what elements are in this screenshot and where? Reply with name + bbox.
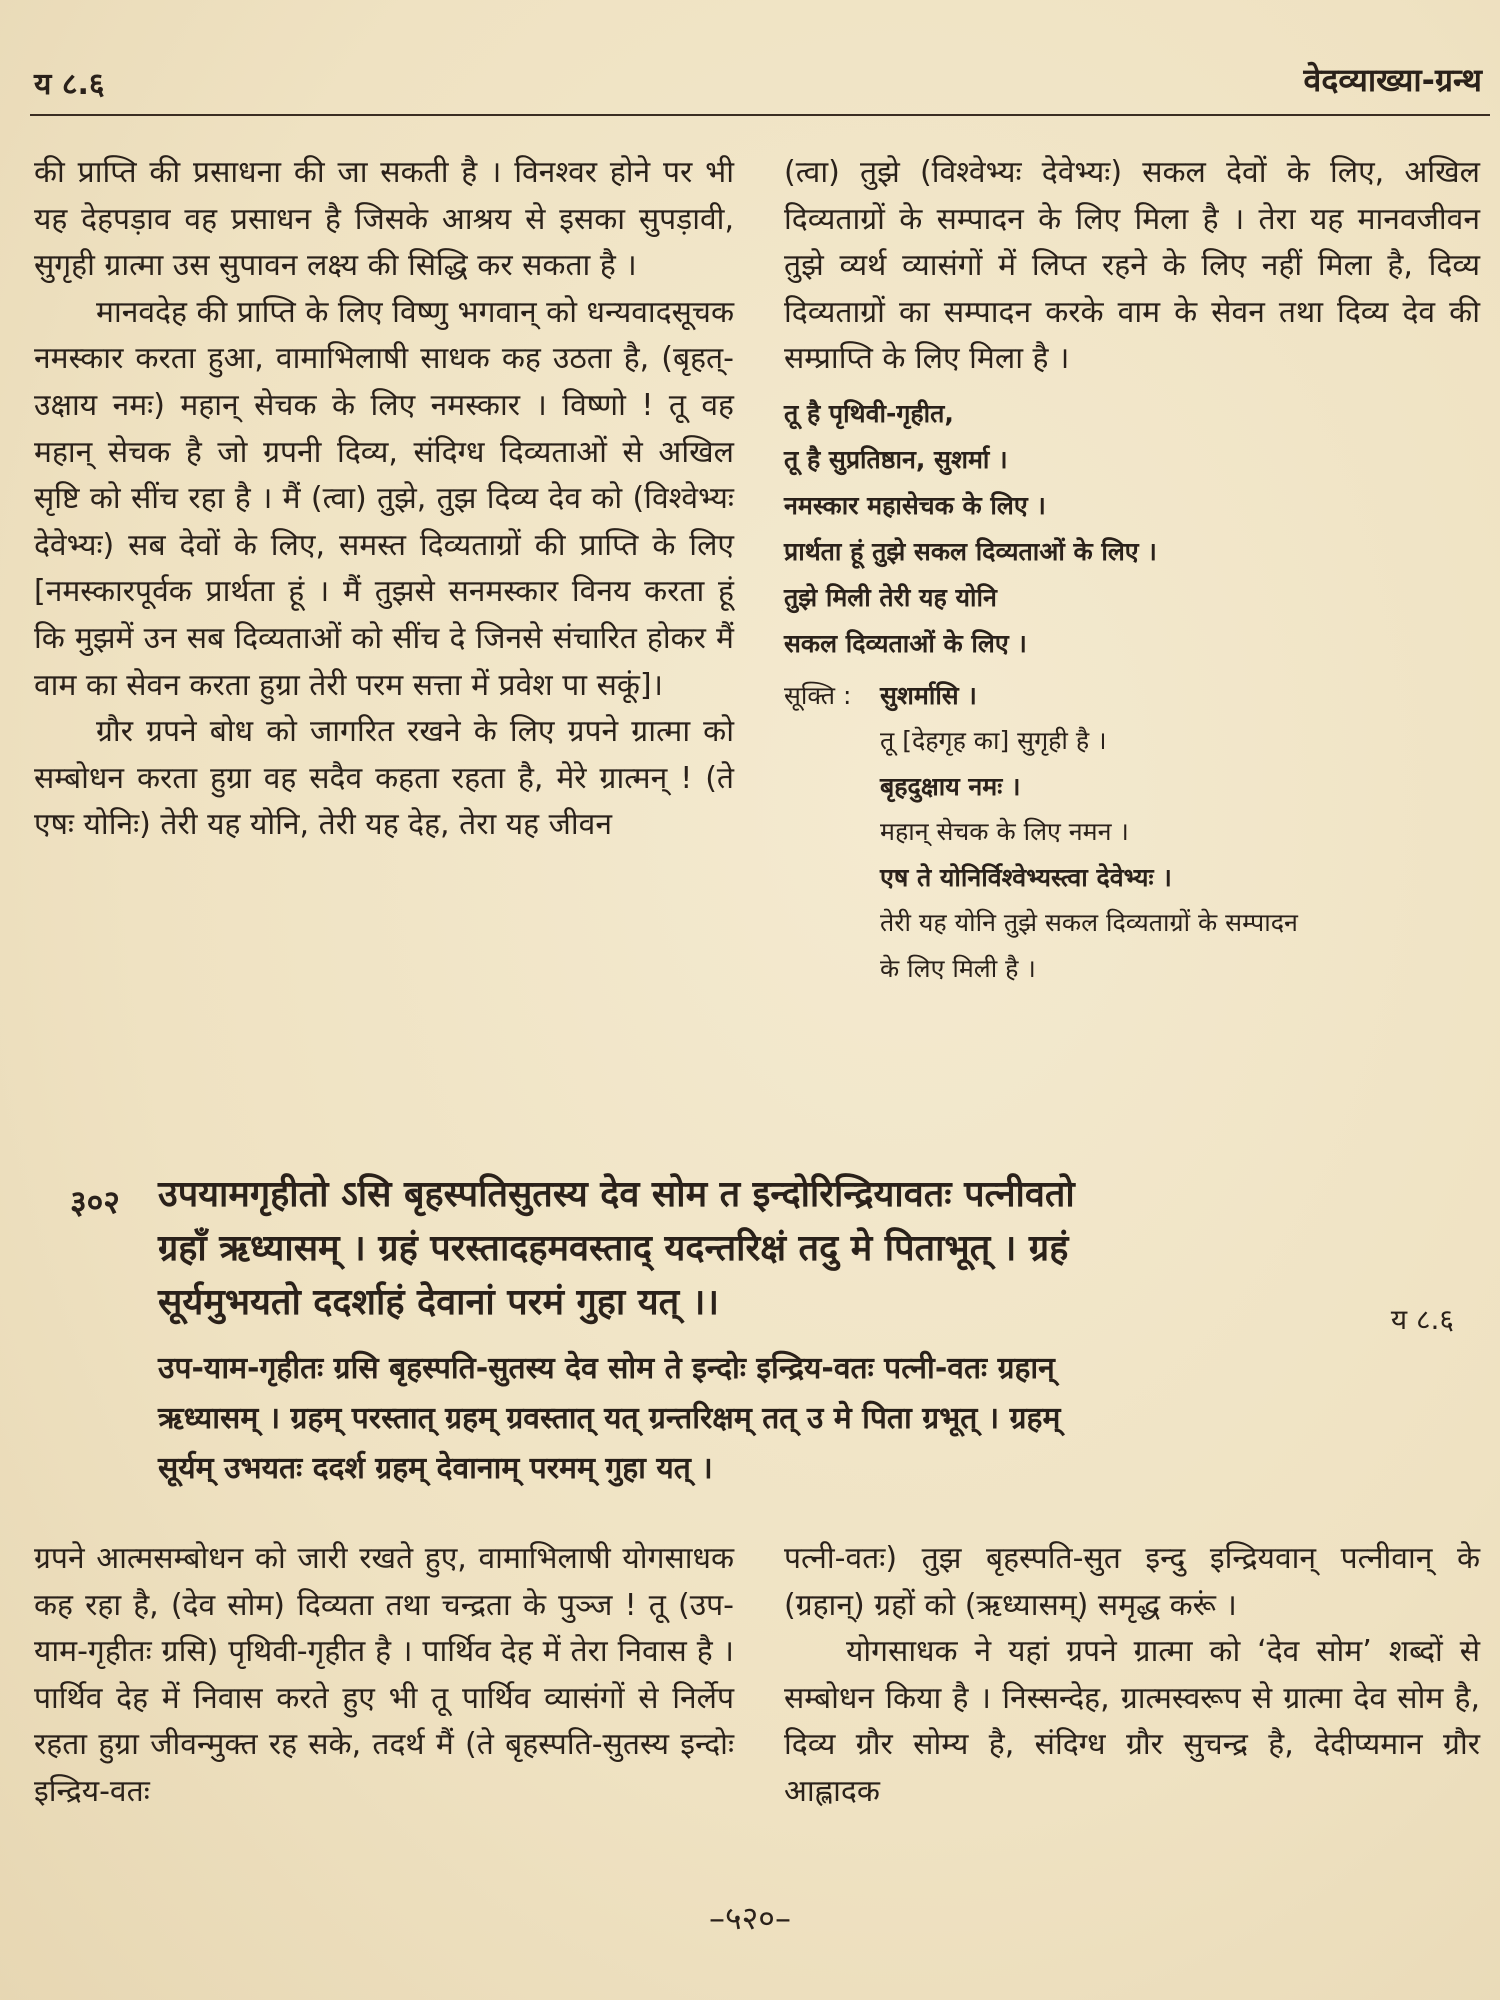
sukti-line: तेरी यह योनि तुझे सकल दिव्यताग्रों के सम्पादन: [880, 908, 1298, 938]
verse-block: [784, 391, 1480, 667]
paragraph: ग्रौर ग्रपने बोध को जागरित रखने के लिए ग्रपने ग्रात्मा को सम्बोधन करता हुग्रा वह सदैव कहता रहता है, मेरे ग्रात्मन् ! (ते एषः योनिः) तेरी यह योनि, तेरी यह देह, तेरा यह जीवन: [34, 714, 734, 843]
padapatha-text: [158, 1344, 1458, 1494]
paragraph: योगसाधक ने यहां ग्रपने ग्रात्मा को ‘देव सोम’ शब्दों से सम्बोधन किया है । निस्सन्देह, ग्रात्मस्वरूप से ग्रात्मा देव सोम है, दिव्य ग्रौर सोम्य है, संदिग्ध ग्रौर सुचन्द्र है, देदीप्यमान ग्रौर आह्लादक: [784, 1634, 1480, 1809]
left-column-bottom: [34, 1536, 734, 1816]
sukti-block: [784, 673, 1480, 992]
right-column-top: [784, 150, 1480, 991]
verse-line: तू है पृथिवी-गृहीत,: [784, 398, 954, 428]
sukti-label: सूक्ति :: [784, 680, 852, 710]
mantra-number: ३०२: [70, 1183, 120, 1221]
padapatha-line: सूर्यम् उभयतः ददर्श ग्रहम् देवानाम् परमम् गुहा यत् ।: [158, 1451, 713, 1486]
sukti-line: एष ते योनिर्विश्वेभ्यस्त्वा देवेभ्यः ।: [880, 862, 1172, 892]
mantra-line: सूर्यमुभयतो ददर्शाहं देवानां परमं गुहा यत् ।।: [158, 1282, 719, 1323]
mantra-line: ग्रहाँ ऋध्यासम् । ग्रहं परस्तादहमवस्ताद् यदन्तरिक्षं तदु मे पिताभूत् । ग्रहं: [158, 1228, 1069, 1269]
sukti-line: सुशर्मासि ।: [880, 680, 977, 710]
page-number: –५२०–: [709, 1899, 791, 1937]
paragraph: पत्नी-वतः) तुझ बृहस्पति-सुत इन्दु इन्द्रियवान् पत्नीवान् के (ग्रहान्) ग्रहों को (ऋध्यासम्) समृद्ध करूं ।: [784, 1541, 1480, 1623]
mantra-reference: य ८.६: [1390, 1303, 1454, 1336]
mantra-text: [158, 1168, 1454, 1330]
verse-line: सकल दिव्यताओं के लिए ।: [784, 628, 1027, 658]
verse-line: नमस्कार महासेचक के लिए ।: [784, 490, 1046, 520]
padapatha-line: ऋध्यासम् । ग्रहम् परस्तात् ग्रहम् ग्रवस्तात् यत् ग्रन्तरिक्षम् तत् उ मे पिता ग्रभूत् । ग्रहम्: [158, 1401, 1061, 1436]
sukti-line: महान् सेचक के लिए नमन ।: [880, 817, 1129, 847]
header-book-title: वेदव्याख्या-ग्रन्थ: [1303, 61, 1482, 99]
padapatha-line: उप-याम-गृहीतः ग्रसि बृहस्पति-सुतस्य देव सोम ते इन्दोः इन्द्रिय-वतः पत्नी-वतः ग्रहान्: [158, 1351, 1055, 1386]
verse-line: तुझे मिली तेरी यह योनि: [784, 582, 997, 612]
verse-line: प्रार्थता हूं तुझे सकल दिव्यताओं के लिए ।: [784, 536, 1157, 566]
sukti-line: के लिए मिली है ।: [880, 953, 1036, 983]
paragraph: की प्राप्ति की प्रसाधना की जा सकती है । विनश्वर होने पर भी यह देहपड़ाव वह प्रसाधन है जिसके आश्रय से इसका सुपड़ावी, सुगृही ग्रात्मा उस सुपावन लक्ष्य की सिद्धि कर सकता है ।: [34, 155, 734, 284]
paragraph: ग्रपने आत्मसम्बोधन को जारी रखते हुए, वामाभिलाषी योगसाधक कह रहा है, (देव सोम) दिव्यता तथा चन्द्रता के पुञ्ज ! तू (उप-याम-गृहीतः ग्रसि) पृथिवी-गृहीत है । पार्थिव देह में तेरा निवास है । पार्थिव देह में निवास करते हुए भी तू पार्थिव व्यासंगों से निर्लेप रहता हुग्रा जीवन्मुक्त रह सके, तदर्थ मैं (ते बृहस्पति-सुतस्य इन्दोः इन्द्रिय-वतः: [34, 1541, 734, 1809]
sukti-line: बृहदुक्षाय नमः ।: [880, 771, 1021, 801]
header-verse-ref: य ८.६: [34, 67, 105, 102]
paragraph: मानवदेह की प्राप्ति के लिए विष्णु भगवान् को धन्यवादसूचक नमस्कार करता हुआ, वामाभिलाषी साधक कह उठता है, (बृहत्-उक्षाय नमः) महान् सेचक के लिए नमस्कार । विष्णो ! तू वह महान् सेचक है जो ग्रपनी दिव्य, संदिग्ध दिव्यताओं से अखिल सृष्टि को सींच रहा है । मैं (त्वा) तुझे, तुझ दिव्य देव को (विश्वेभ्यः देवेभ्यः) सब देवों के लिए, समस्त दिव्यताग्रों की प्राप्ति के लिए [नमस्कारपूर्वक प्रार्थता हूं । मैं तुझसे सनमस्कार विनय करता हूं कि मुझमें उन सब दिव्यताओं को सींच दे जिनसे संचारित होकर मैं वाम का सेवन करता हुग्रा तेरी परम सत्ता में प्रवेश पा सकूं]।: [34, 294, 734, 703]
paragraph: (त्वा) तुझे (विश्वेभ्यः देवेभ्यः) सकल देवों के लिए, अखिल दिव्यताग्रों के सम्पादन के लिए मिला है । तेरा यह मानवजीवन तुझे व्यर्थ व्यासंगों में लिप्त रहने के लिए नहीं मिला है, दिव्य दिव्यताग्रों का सम्पादन करके वाम के सेवन तथा दिव्य देव की सम्प्राप्ति के लिए मिला है ।: [784, 155, 1480, 377]
header-rule: [30, 114, 1490, 116]
left-column-top: [34, 150, 734, 849]
sukti-line: तू [देहगृह का] सुगृही है ।: [880, 726, 1107, 756]
mantra-line: उपयामगृहीतो ऽसि बृहस्पतिसुतस्य देव सोम त इन्दोरिन्द्रियावतः पत्नीवतो: [158, 1174, 1075, 1215]
right-column-bottom: [784, 1536, 1480, 1816]
verse-line: तू है सुप्रतिष्ठान, सुशर्मा ।: [784, 444, 1008, 474]
